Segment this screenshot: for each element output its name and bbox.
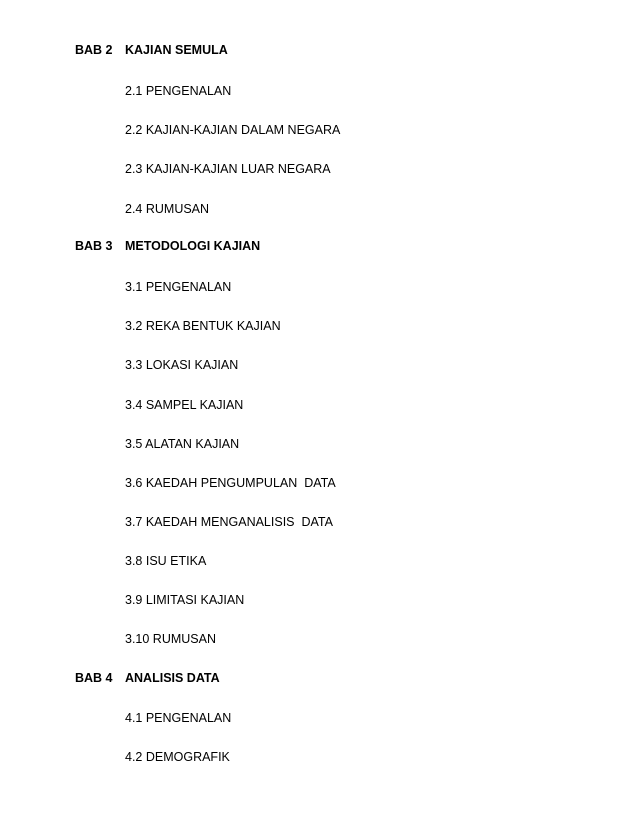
section-title: 4.1 PENGENALAN [125,711,232,725]
section-title: 3.9 LIMITASI KAJIAN [125,593,245,607]
chapter-number: BAB 2 [75,43,113,57]
section-title: 2.2 KAJIAN-KAJIAN DALAM NEGARA [125,123,341,137]
chapter-title: ANALISIS DATA [125,671,220,685]
section-title: 3.1 PENGENALAN [125,280,232,294]
section-title: 3.4 SAMPEL KAJIAN [125,398,244,412]
chapter-title: KAJIAN SEMULA [125,43,228,57]
section-title: 4.2 DEMOGRAFIK [125,750,230,764]
section-title: 2.4 RUMUSAN [125,202,210,216]
section-title: 2.1 PENGENALAN [125,84,232,98]
section-title: 3.6 KAEDAH PENGUMPULAN DATA [125,476,336,490]
section-title: 2.3 KAJIAN-KAJIAN LUAR NEGARA [125,162,331,176]
section-title: 3.3 LOKASI KAJIAN [125,358,239,372]
chapter-number: BAB 3 [75,239,113,253]
section-title: 3.7 KAEDAH MENGANALISIS DATA [125,515,333,529]
chapter-title: METODOLOGI KAJIAN [125,239,261,253]
section-title: 3.10 RUMUSAN [125,632,216,646]
section-title: 3.8 ISU ETIKA [125,554,207,568]
chapter-number: BAB 4 [75,671,113,685]
section-title: 3.2 REKA BENTUK KAJIAN [125,319,281,333]
section-title: 3.5 ALATAN KAJIAN [125,437,240,451]
